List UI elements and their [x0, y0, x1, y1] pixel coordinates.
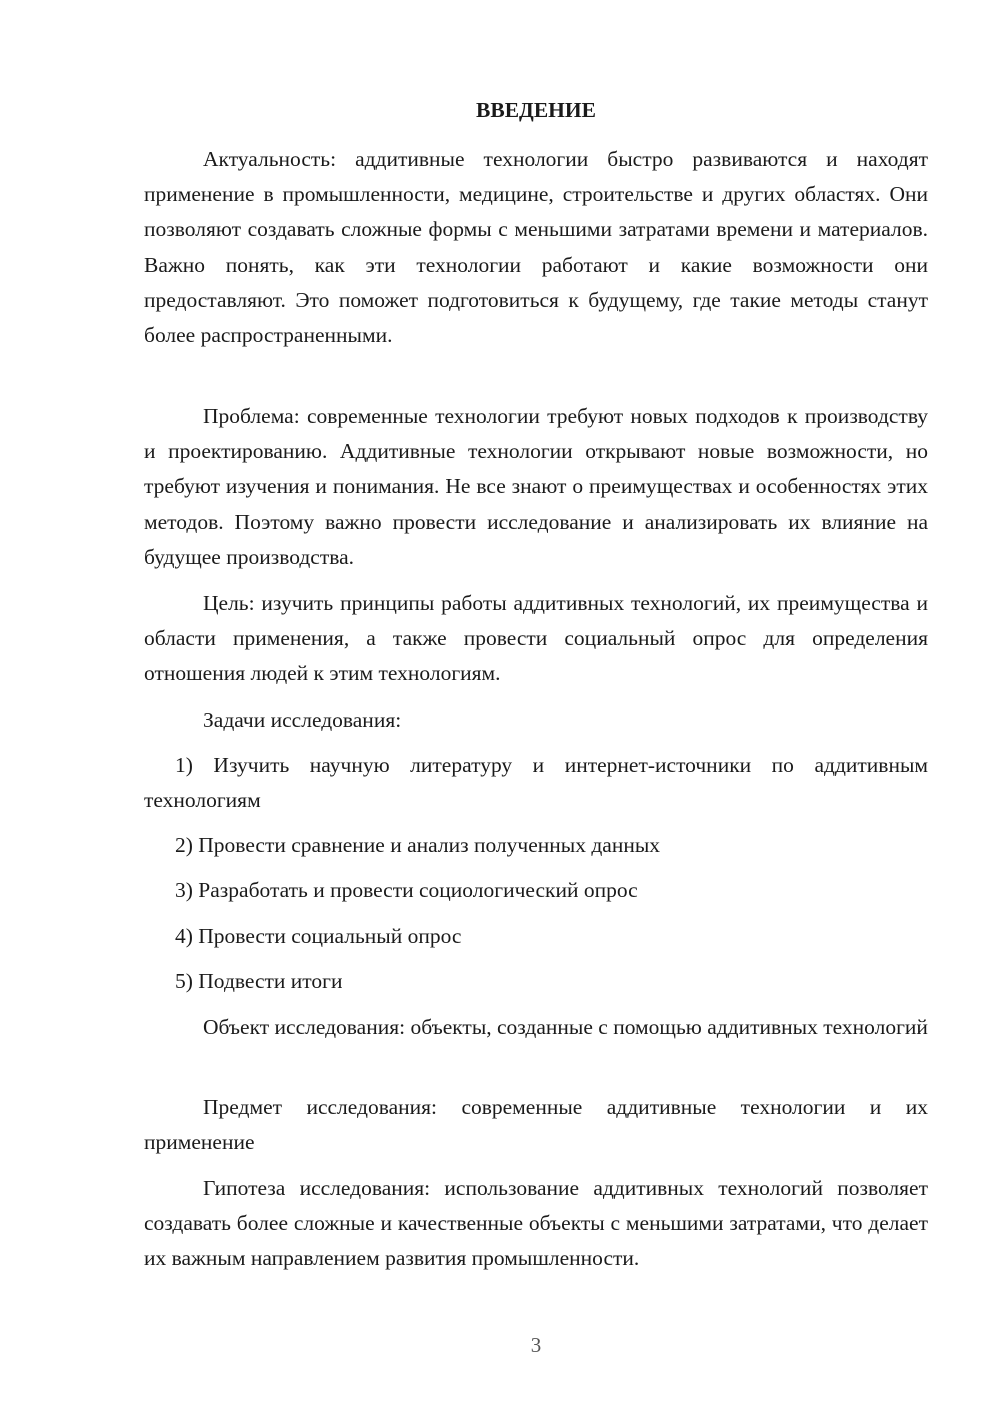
paragraph-tasks-heading: Задачи исследования: [203, 708, 402, 732]
paragraph-hypothesis: Гипотеза исследования: использование аддитивных технологий позволяет создавать более сложные и качественные объекты с меньшими затратами, что делает их важным направлением развития промышленности. [144, 1176, 928, 1271]
paragraph-goal: Цель: изучить принципы работы аддитивных технологий, их преимущества и области применения, а также провести социальный опрос для определения отношения людей к этим технологиям. [144, 591, 928, 686]
task-item-5: 5) Подвести итоги [175, 969, 343, 993]
paragraph-problem: Проблема: современные технологии требуют новых подходов к производству и проектированию. Аддитивные технологии открывают новые возможности, но требуют изучения и понимания. Не все знают о преимуществах и особенностях этих методов. Поэтому важно провести исследование и анализировать их влияние на будущее производства. [144, 404, 928, 569]
paragraph-subject: Предмет исследования: современные аддитивные технологии и их применение [144, 1095, 928, 1155]
task-item-1: 1) Изучить научную литературу и интернет-источники по аддитивным технологиям [144, 753, 928, 813]
task-item-3: 3) Разработать и провести социологический опрос [175, 878, 638, 902]
page-title: ВВЕДЕНИЕ [476, 98, 596, 122]
paragraph-object: Объект исследования: объекты, созданные с помощью аддитивных технологий [203, 1015, 928, 1039]
paragraph-relevance: Актуальность: аддитивные технологии быстро развиваются и находят применение в промышленности, медицине, строительстве и других областях. Они позволяют создавать сложные формы с меньшими затратами времени и материалов. Важно понять, как эти технологии работают и какие возможности они предоставляют. Это поможет подготовиться к будущему, где такие методы станут более распространенными. [144, 147, 928, 348]
task-item-4: 4) Провести социальный опрос [175, 924, 462, 948]
task-item-2: 2) Провести сравнение и анализ полученных данных [175, 833, 661, 857]
page-number: 3 [530, 1333, 542, 1357]
